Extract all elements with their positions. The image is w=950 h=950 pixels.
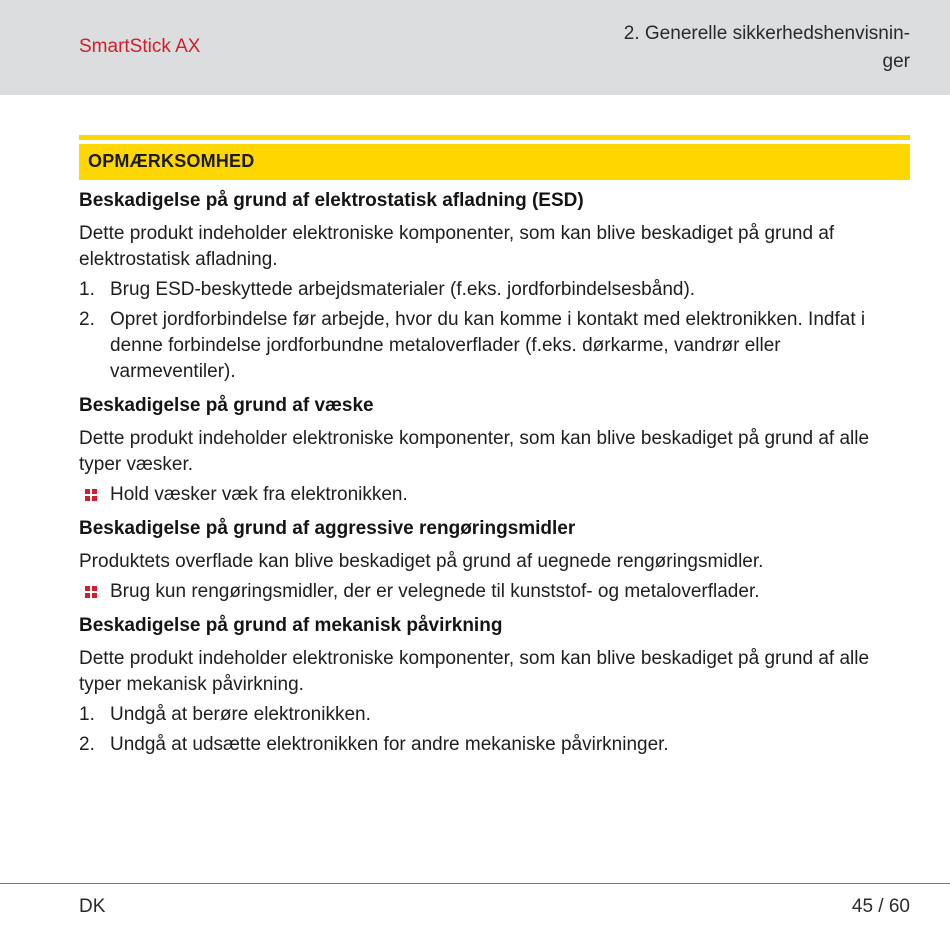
footer-divider bbox=[0, 883, 950, 884]
list-number: 1. bbox=[79, 704, 95, 725]
list-item-text: Undgå at berøre elektronikken. bbox=[110, 704, 371, 725]
page-number: 45 / 60 bbox=[851, 896, 910, 917]
section-text: Dette produkt indeholder elektroniske komponenter, som kan blive beskadiget på grund af elektrostatisk afladning. bbox=[79, 223, 835, 270]
list-item bbox=[79, 702, 910, 728]
list-item bbox=[79, 732, 910, 758]
section-text: Produktets overflade kan blive beskadiget på grund af uegnede rengøringsmidler. bbox=[79, 551, 764, 572]
brand-name: SmartStick AX bbox=[79, 36, 201, 57]
list-item-text: Hold væsker væk fra elektronikken. bbox=[110, 484, 408, 505]
chapter-title-line2: ger bbox=[882, 51, 910, 72]
notice-banner bbox=[79, 144, 910, 180]
list-item bbox=[79, 307, 910, 385]
list-number: 1. bbox=[79, 279, 95, 300]
bullet-icon bbox=[85, 489, 97, 501]
section-mechanical bbox=[79, 613, 910, 758]
section-liquid bbox=[79, 393, 910, 508]
notice-top-rule bbox=[79, 135, 910, 140]
notice-content bbox=[79, 188, 910, 762]
section-esd bbox=[79, 188, 910, 385]
list-item bbox=[79, 277, 910, 303]
chapter-title-line1: 2. Generelle sikkerhedshenvisnin- bbox=[623, 23, 910, 44]
section-title: Beskadigelse på grund af mekanisk påvirkning bbox=[79, 615, 503, 636]
section-text: Dette produkt indeholder elektroniske komponenter, som kan blive beskadiget på grund af alle typer mekanisk påvirkning. bbox=[79, 648, 870, 695]
list-item-text: Brug ESD-beskyttede arbejdsmaterialer (f.eks. jordforbindelsesbånd). bbox=[110, 279, 696, 300]
section-text: Dette produkt indeholder elektroniske komponenter, som kan blive beskadiget på grund af alle typer væsker. bbox=[79, 428, 870, 475]
section-title: Beskadigelse på grund af aggressive rengøringsmidler bbox=[79, 518, 576, 539]
list-item-text: Undgå at udsætte elektronikken for andre mekaniske påvirkninger. bbox=[110, 734, 669, 755]
list-number: 2. bbox=[79, 309, 95, 330]
list-item bbox=[79, 579, 910, 605]
section-title: Beskadigelse på grund af væske bbox=[79, 395, 374, 416]
chapter-title bbox=[570, 20, 910, 76]
bullet-icon bbox=[85, 586, 97, 598]
notice-label: OPMÆRKSOMHED bbox=[88, 151, 255, 171]
section-cleaning bbox=[79, 516, 910, 605]
list-item bbox=[79, 482, 910, 508]
footer-language: DK bbox=[79, 896, 106, 917]
page-header bbox=[0, 0, 950, 95]
section-title: Beskadigelse på grund af elektrostatisk afladning (ESD) bbox=[79, 190, 584, 211]
list-item-text: Brug kun rengøringsmidler, der er velegnede til kunststof- og metaloverflader. bbox=[110, 581, 760, 602]
list-item-text: Opret jordforbindelse før arbejde, hvor du kan komme i kontakt med elektronikken. Indfat i denne forbindelse jordforbundne metaloverflader (f.eks. dørkarme, vandrør eller varmeventiler). bbox=[110, 309, 866, 382]
list-number: 2. bbox=[79, 734, 95, 755]
